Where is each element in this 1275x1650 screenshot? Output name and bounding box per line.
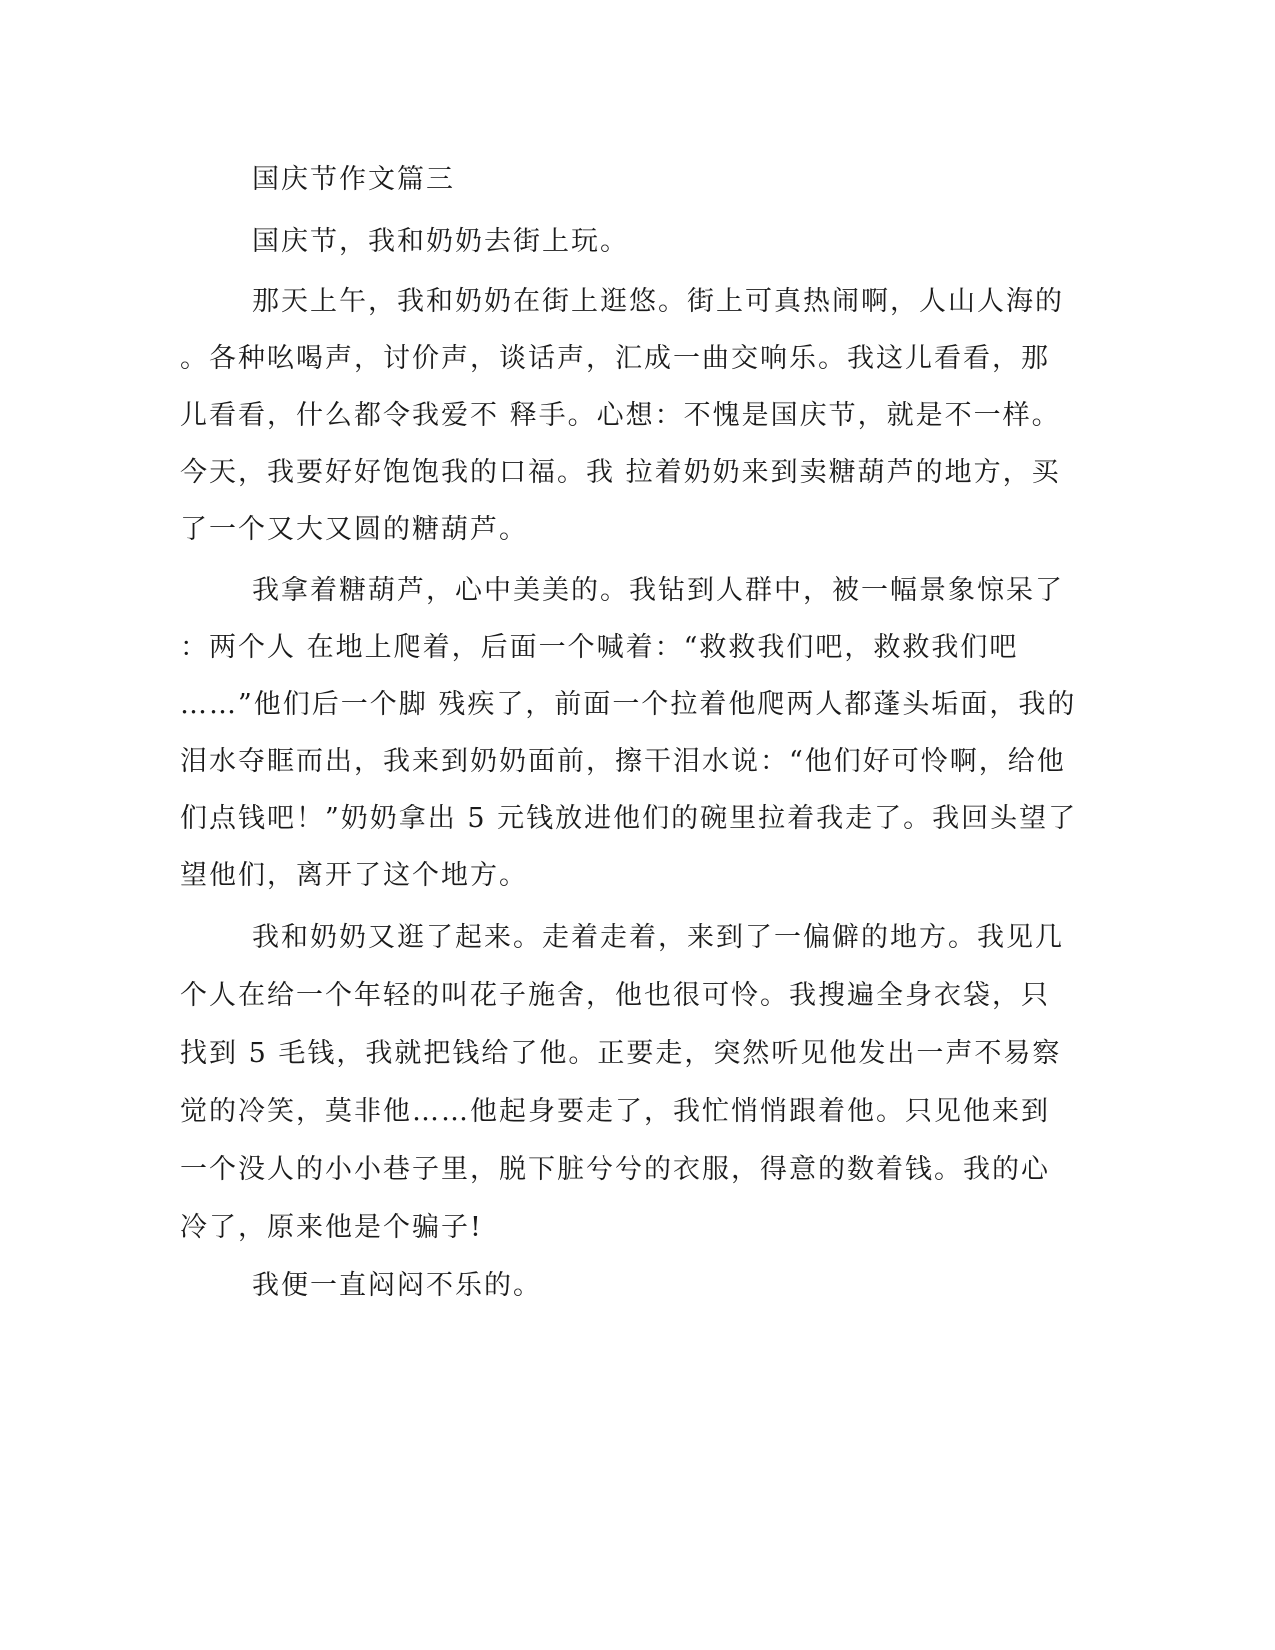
paragraph-2-line-4: 今天，我要好好饱饱我的口福。我 拉着奶奶来到卖糖葫芦的地方，买	[180, 457, 1061, 488]
paragraph-4-line-3: 找到 5 毛钱，我就把钱给了他。正要走，突然听见他发出一声不易察	[180, 1038, 1062, 1069]
paragraph-3-line-1: 我拿着糖葫芦，心中美美的。我钻到人群中，被一幅景象惊呆了	[252, 575, 1064, 606]
paragraph-3-line-3: ……”他们后一个脚 残疾了，前面一个拉着他爬两人都蓬头垢面，我的	[180, 689, 1077, 720]
paragraph-2-line-3: 儿看看，什么都令我爱不 释手。心想：不愧是国庆节，就是不一样。	[180, 400, 1061, 431]
paragraph-2-line-5: 了一个又大又圆的糖葫芦。	[180, 514, 528, 545]
paragraph-3-line-4: 泪水夺眶而出，我来到奶奶面前，擦干泪水说：“他们好可怜啊，给他	[180, 746, 1066, 777]
paragraph-5-line-1: 我便一直闷闷不乐的。	[252, 1270, 542, 1301]
paragraph-1-line-1: 国庆节，我和奶奶去街上玩。	[252, 226, 629, 257]
paragraph-4-line-6: 冷了，原来他是个骗子!	[180, 1212, 483, 1243]
paragraph-4-line-5: 一个没人的小小巷子里，脱下脏兮兮的衣服，得意的数着钱。我的心	[180, 1154, 1050, 1185]
paragraph-3-line-2: ：两个人 在地上爬着，后面一个喊着：“救救我们吧，救救我们吧	[180, 632, 1019, 663]
document-title: 国庆节作文篇三	[252, 164, 455, 195]
paragraph-4-line-1: 我和奶奶又逛了起来。走着走着，来到了一偏僻的地方。我见几	[252, 922, 1064, 953]
paragraph-4-line-4: 觉的冷笑，莫非他……他起身要走了，我忙悄悄跟着他。只见他来到	[180, 1096, 1050, 1127]
paragraph-2-line-2: 。各种吆喝声，讨价声，谈话声，汇成一曲交响乐。我这儿看看，那	[180, 343, 1050, 374]
paragraph-3-line-6: 望他们，离开了这个地方。	[180, 860, 528, 891]
paragraph-3-line-5: 们点钱吧！”奶奶拿出 5 元钱放进他们的碗里拉着我走了。我回头望了	[180, 803, 1078, 834]
paragraph-2-line-1: 那天上午，我和奶奶在街上逛悠。街上可真热闹啊，人山人海的	[252, 286, 1064, 317]
paragraph-4-line-2: 个人在给一个年轻的叫花子施舍，他也很可怜。我搜遍全身衣袋，只	[180, 980, 1050, 1011]
